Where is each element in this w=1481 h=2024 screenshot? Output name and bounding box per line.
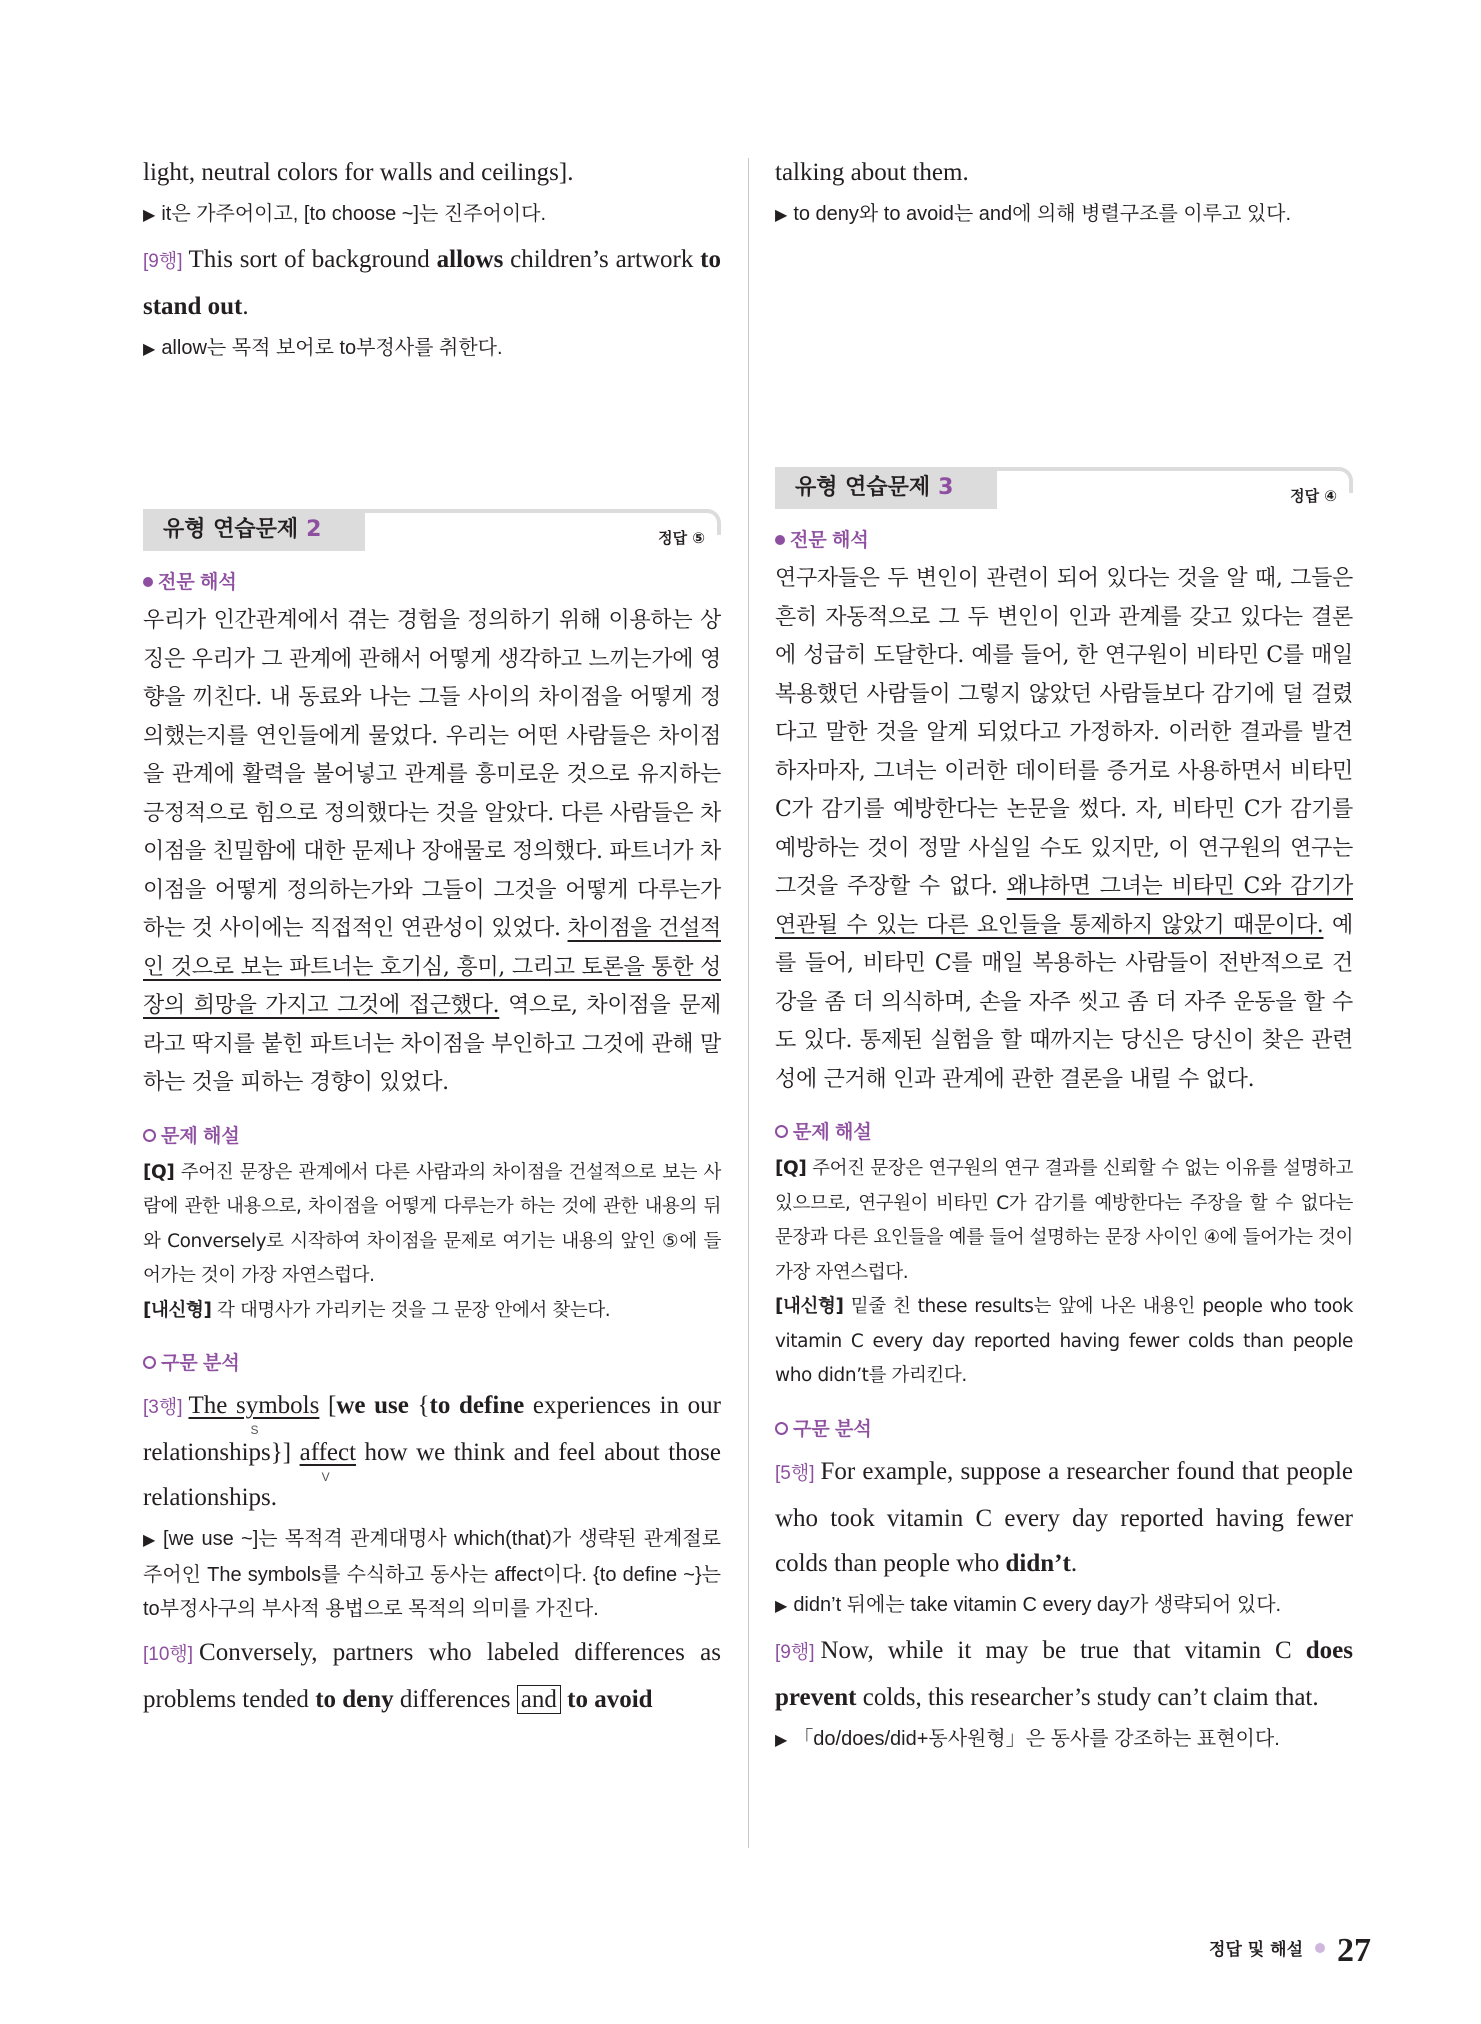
left-top-note: ▶ it은 가주어이고, [to choose ~]는 진주어이다. — [143, 203, 547, 225]
right-syntax-title: 구문 분석 — [775, 1414, 1353, 1441]
triangle-bullet-icon: ▶ — [775, 207, 788, 224]
left-line10-sentence: [10행] Conversely, partners who labeled differences as problems tended to deny differences and to avoid — [143, 1639, 721, 1713]
right-top-english: talking about them. — [775, 159, 969, 186]
left-problem-text: [Q] 주어진 문장은 관계에서 다른 사람과의 차이점을 건설적으로 보는 사람에 관한 내용으로, 차이점을 어떻게 다루는가 하는 것에 관한 내용의 뒤와 Conversely로 시작하여 차이점을 문제로 여기는 내용의 앞인 ⑤에 들어가는 것이 가장 자연스럽다. — [143, 1161, 721, 1286]
ring-bullet-icon — [775, 1422, 788, 1435]
footer-dot-icon — [1315, 1943, 1325, 1953]
left-translation-title: 전문 해석 — [143, 567, 721, 594]
page-footer — [1209, 1932, 1371, 1970]
dot-bullet-icon — [775, 535, 785, 545]
page-number: 27 — [1337, 1932, 1371, 1969]
left-translation-text: 우리가 인간관계에서 겪는 경험을 정의하기 위해 이용하는 상징은 우리가 그 관계에 관해서 어떻게 생각하고 느끼는가에 영향을 끼친다. 내 동료와 나는 그들 사이의 차이점을 어떻게 정의했는지를 연인들에게 물었다. 우리는 어떤 사람들은 차이점을 관계에 활력을 불어넣고 관계를 흥미로운 것으로 유지하는 긍정적으로 힘으로 정의했다는 것을 알았다. 다른 사람들은 차이점을 친밀함에 대한 문제나 장애물로 정의했다. 파트너가 차이점을 어떻게 정의하는가와 그들이 그것을 어떻게 다루는가 하는 것 사이에는 직접적인 연관성이 있었다. 차이점을 건설적인 것으로 보는 파트너는 호기심, 흥미, 그리고 토론을 통한 성장의 희망을 가지고 그것에 접근했다. 역으로, 차이점을 문제라고 딱지를 붙힌 파트너는 차이점을 부인하고 그것에 관해 말하는 것을 피하는 경향이 있었다. — [143, 608, 721, 1095]
exercise-2-title: 유형 연습문제 2 — [143, 509, 365, 551]
left-line9-note: ▶ allow는 목적 보어로 to부정사를 취한다. — [143, 337, 503, 359]
right-problem-title: 문제 해설 — [775, 1117, 1353, 1144]
right-line9-note: ▶ 「do/does/did+동사원형」은 동사를 강조하는 표현이다. — [775, 1727, 1280, 1750]
exercise-3-header — [775, 467, 1353, 511]
left-line3-note: ▶ [we use ~]는 목적격 관계대명사 which(that)가 생략된 관계절로 주어인 The symbols를 수식하고 동사는 affect이다. {to define ~}는 to부정사구의 부사적 용법으로 목적의 의미를 가진다. — [143, 1528, 721, 1620]
right-translation-title: 전문 해석 — [775, 525, 1353, 552]
exercise-3-answer: 정답 ④ — [1290, 487, 1337, 505]
right-line9-sentence: [9행] Now, while it may be true that vitamin C does prevent colds, this researcher’s study can’t claim that. — [775, 1636, 1353, 1711]
right-line5-sentence: [5행] For example, suppose a researcher found that people who took vitamin C every day reported having fewer colds than people who didn’t. — [775, 1457, 1353, 1577]
ring-bullet-icon — [143, 1356, 156, 1369]
left-line9-sentence: [9행] This sort of background allows children’s artwork to stand out. — [143, 246, 721, 320]
right-column — [775, 150, 1353, 1762]
footer-label: 정답 및 해설 — [1209, 1940, 1303, 1960]
column-divider — [748, 158, 749, 1848]
exercise-3-title: 유형 연습문제 3 — [775, 467, 997, 509]
left-problem-title: 문제 해설 — [143, 1121, 721, 1148]
triangle-bullet-icon: ▶ — [775, 1731, 788, 1749]
right-translation-text: 연구자들은 두 변인이 관련이 되어 있다는 것을 알 때, 그들은 흔히 자동적으로 그 두 변인이 인과 관계를 갖고 있다는 결론에 성급히 도달한다. 예를 들어, 한 연구원이 비타민 C를 매일 복용했던 사람들이 그렇지 않았던 사람들보다 감기에 덜 걸렸다고 말한 것을 알게 되었다고 가정하자. 이러한 결과를 발견하자마자, 그녀는 이러한 데이터를 증거로 사용하면서 비타민 C가 감기를 예방한다는 논문을 썼다. 자, 비타민 C가 감기를 예방하는 것이 정말 사실일 수도 있지만, 이 연구원의 연구는 그것을 주장할 수 없다. 왜냐하면 그녀는 비타민 C와 감기가 연관될 수 있는 다른 요인들을 통제하지 않았기 때문이다. 예를 들어, 비타민 C를 매일 복용하는 사람들이 전반적으로 건강을 좀 더 의식하며, 손을 자주 씻고 좀 더 자주 운동을 할 수도 있다. 통제된 실험을 할 때까지는 당신은 당신이 찾은 관련성에 근거해 인과 관계에 관한 결론을 내릴 수 없다. — [775, 566, 1353, 1092]
triangle-bullet-icon: ▶ — [143, 1532, 158, 1549]
ring-bullet-icon — [143, 1129, 156, 1142]
right-problem-naesin: [내신형] 밑줄 친 these results는 앞에 나온 내용인 people who took vitamin C every day reported having fewer colds than people who didn’t를 가리킨다. — [775, 1296, 1353, 1386]
ring-bullet-icon — [775, 1125, 788, 1138]
triangle-bullet-icon: ▶ — [143, 341, 156, 358]
exercise-2-answer: 정답 ⑤ — [658, 529, 705, 547]
exercise-2-header — [143, 509, 721, 553]
right-line5-note: ▶ didn’t 뒤에는 take vitamin C every day가 생략되어 있다. — [775, 1593, 1282, 1616]
triangle-bullet-icon: ▶ — [775, 1597, 788, 1615]
right-top-note: ▶ to deny와 to avoid는 and에 의해 병렬구조를 이루고 있다. — [775, 203, 1292, 225]
left-line3-sentence: [3행] The symbols S [we use {to define experiences in our relationships}] affect V how we think and feel about those relationships. — [143, 1392, 721, 1511]
left-problem-naesin: [내신형] 각 대명사가 가리키는 것을 그 문장 안에서 찾는다. — [143, 1299, 611, 1321]
triangle-bullet-icon: ▶ — [143, 207, 156, 224]
left-column — [143, 150, 721, 1722]
left-top-english: light, neutral colors for walls and ceilings]. — [143, 159, 574, 186]
right-problem-text: [Q] 주어진 문장은 연구원의 연구 결과를 신뢰할 수 없는 이유를 설명하고 있으므로, 연구원이 비타민 C가 감기를 예방한다는 주장을 할 수 없다는 문장과 다른 요인들을 예를 들어 설명하는 문장 사이인 ④에 들어가는 것이 가장 자연스럽다. — [775, 1158, 1353, 1283]
dot-bullet-icon — [143, 577, 153, 587]
left-syntax-title: 구문 분석 — [143, 1348, 721, 1375]
